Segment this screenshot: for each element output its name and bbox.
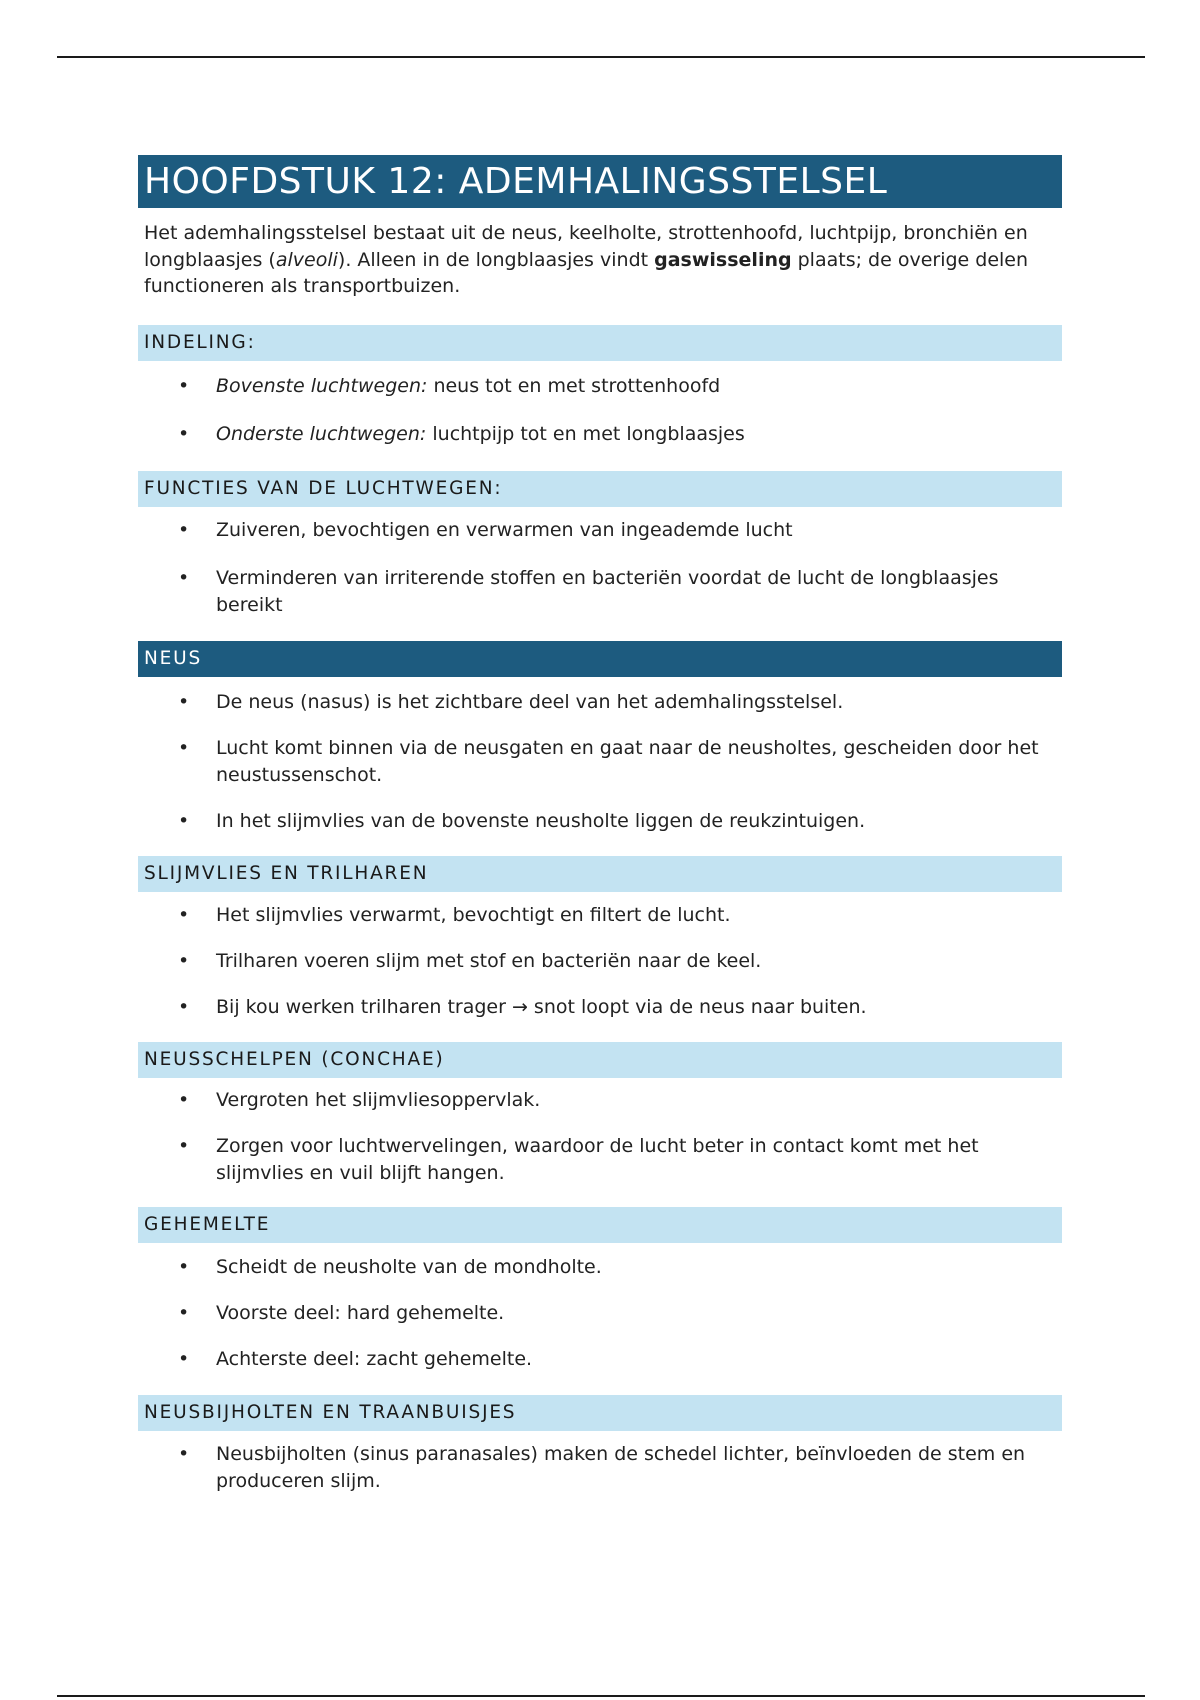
list-item: [138, 421, 1062, 448]
section-header-neus: NEUS: [138, 641, 1062, 677]
neusbijholten-list: [138, 1441, 1062, 1495]
slijmvlies-list: [138, 902, 1062, 1021]
page-title: HOOFDSTUK 12: ADEMHALINGSSTELSEL: [138, 155, 1062, 208]
list-item: [138, 902, 1062, 929]
list-item: [138, 689, 1062, 716]
list-item-text: Lucht komt binnen via de neusgaten en gaat naar de neusholtes, gescheiden door het neustussenschot.: [216, 736, 1039, 786]
list-item-text: Bij kou werken trilharen trager → snot loopt via de neus naar buiten.: [216, 995, 867, 1018]
list-item: [138, 1441, 1062, 1495]
bottom-rule: [57, 1695, 1145, 1697]
gehemelte-list: [138, 1254, 1062, 1373]
list-item: [138, 517, 1062, 544]
intro-paragraph: [138, 220, 1062, 300]
bullet-icon: •: [178, 518, 190, 541]
list-item-text: Voorste deel: hard gehemelte.: [216, 1301, 505, 1324]
list-item-text: Zorgen voor luchtwervelingen, waardoor de lucht beter in contact komt met het slijmvlies en vuil blijft hangen.: [216, 1134, 979, 1184]
bullet-icon: •: [178, 1347, 190, 1370]
list-item: [138, 565, 1062, 619]
bullet-icon: •: [178, 1442, 190, 1465]
intro-text-2: ). Alleen in de longblaasjes vindt: [337, 248, 655, 271]
list-item-text: Achterste deel: zacht gehemelte.: [216, 1347, 533, 1370]
list-item-text: luchtpijp tot en met longblaasjes: [426, 422, 745, 445]
bullet-icon: •: [178, 949, 190, 972]
list-item: [138, 735, 1062, 789]
indeling-list: [138, 373, 1062, 448]
list-item-text: Neusbijholten (sinus paranasales) maken de schedel lichter, beïnvloeden de stem en produceren slijm.: [216, 1442, 1026, 1492]
list-item: [138, 373, 1062, 400]
bullet-icon: •: [178, 903, 190, 926]
list-item: [138, 1254, 1062, 1281]
document-body: [138, 155, 1062, 1495]
bullet-icon: •: [178, 736, 190, 759]
bullet-icon: •: [178, 809, 190, 832]
list-item: [138, 1133, 1062, 1187]
bullet-icon: •: [178, 1255, 190, 1278]
neusschelpen-list: [138, 1087, 1062, 1187]
bullet-icon: •: [178, 1301, 190, 1324]
list-item: [138, 1087, 1062, 1114]
list-item-text: Vergroten het slijmvliesoppervlak.: [216, 1088, 541, 1111]
list-item-text: Scheidt de neusholte van de mondholte.: [216, 1255, 602, 1278]
list-item: [138, 948, 1062, 975]
list-item-text: Verminderen van irriterende stoffen en bacteriën voordat de lucht de longblaasjes bereikt: [216, 566, 999, 616]
list-item-text: In het slijmvlies van de bovenste neusholte liggen de reukzintuigen.: [216, 809, 866, 832]
neus-list: [138, 689, 1062, 835]
section-header-functies: FUNCTIES VAN DE LUCHTWEGEN:: [138, 471, 1062, 507]
section-header-gehemelte: GEHEMELTE: [138, 1207, 1062, 1243]
list-item-term: Onderste luchtwegen:: [216, 422, 427, 445]
list-item: [138, 808, 1062, 835]
intro-text-1: Het ademhalingsstelsel bestaat uit de neus, keelholte, strottenhoofd, luchtpijp, bronchiën en longblaasjes (: [144, 222, 1028, 271]
bullet-icon: •: [178, 1134, 190, 1157]
list-item: [138, 1346, 1062, 1373]
list-item-text: Het slijmvlies verwarmt, bevochtigt en filtert de lucht.: [216, 903, 731, 926]
bullet-icon: •: [178, 566, 190, 589]
section-header-neusbijholten: NEUSBIJHOLTEN EN TRAANBUISJES: [138, 1395, 1062, 1431]
section-header-slijmvlies: SLIJMVLIES EN TRILHAREN: [138, 856, 1062, 892]
intro-italic: alveoli: [275, 248, 338, 271]
bullet-icon: •: [178, 690, 190, 713]
top-rule: [57, 56, 1145, 58]
bullet-icon: •: [178, 422, 190, 445]
bullet-icon: •: [178, 1088, 190, 1111]
intro-bold: gaswisseling: [654, 248, 792, 271]
list-item-text: Zuiveren, bevochtigen en verwarmen van ingeademde lucht: [216, 518, 793, 541]
section-header-neusschelpen: NEUSSCHELPEN (CONCHAE): [138, 1042, 1062, 1078]
list-item-text: De neus (nasus) is het zichtbare deel van het ademhalingsstelsel.: [216, 690, 844, 713]
list-item: [138, 994, 1062, 1021]
intro-text-3: plaats; de overige delen functioneren als transportbuizen.: [144, 248, 1029, 297]
list-item: [138, 1300, 1062, 1327]
list-item-text: neus tot en met strottenhoofd: [427, 374, 721, 397]
bullet-icon: •: [178, 374, 190, 397]
section-header-indeling: INDELING:: [138, 325, 1062, 361]
list-item-term: Bovenste luchtwegen:: [216, 374, 428, 397]
list-item-text: Trilharen voeren slijm met stof en bacteriën naar de keel.: [216, 949, 762, 972]
bullet-icon: •: [178, 995, 190, 1018]
functies-list: [138, 517, 1062, 619]
